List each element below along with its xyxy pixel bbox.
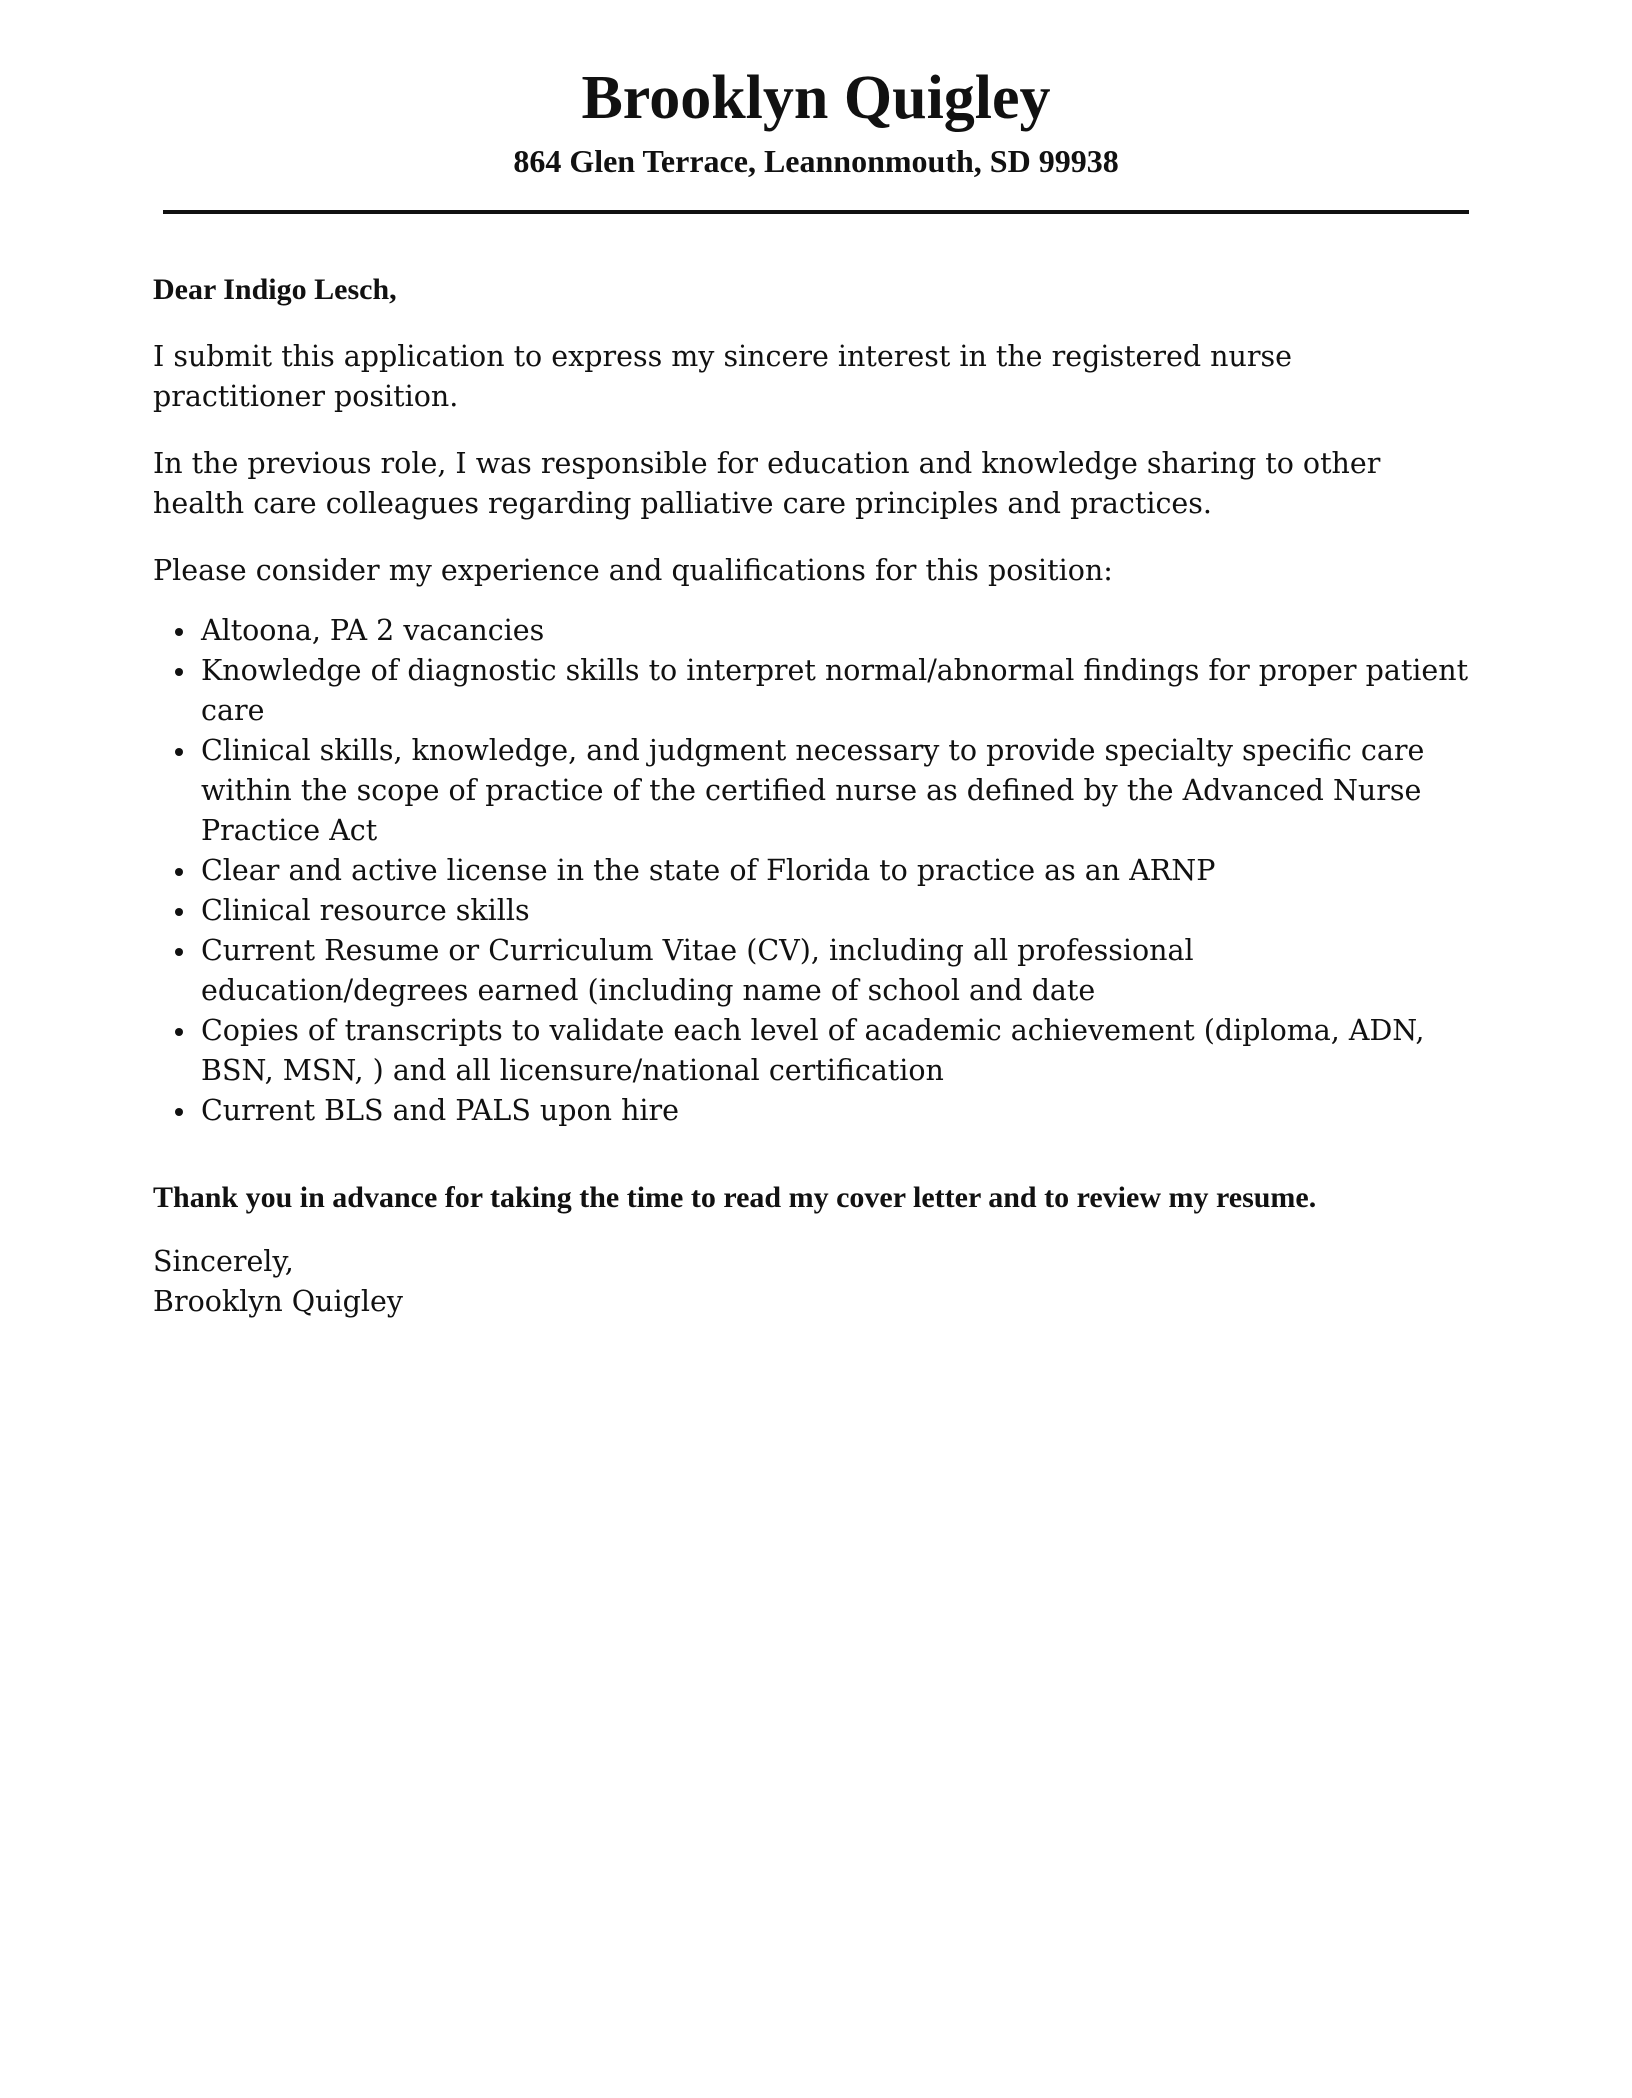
list-item-text: Altoona, PA 2 vacancies [201, 614, 545, 647]
qualifications-list [153, 611, 1469, 1131]
letter-body [153, 270, 1469, 1322]
bullet-icon [175, 1028, 183, 1036]
bullet-icon [175, 668, 183, 676]
bullet-icon [175, 1108, 183, 1116]
salutation: Dear Indigo Lesch, [153, 273, 397, 306]
bullet-icon [175, 908, 183, 916]
intro-paragraph: I submit this application to express my sincere interest in the registered nurse practitioner position. [153, 340, 1293, 413]
list-item [153, 931, 1469, 1011]
experience-paragraph: In the previous role, I was responsible for education and knowledge sharing to other health care colleagues regarding palliative care principles and practices. [153, 447, 1381, 520]
list-item-text: Copies of transcripts to validate each level of academic achievement (diploma, ADN, BSN, MSN, ) and all licensure/national certification [201, 1014, 1425, 1087]
list-item-text: Clinical resource skills [201, 894, 530, 927]
applicant-name: Brooklyn Quigley [581, 64, 1051, 132]
list-item-text: Knowledge of diagnostic skills to interpret normal/abnormal findings for proper patient care [201, 654, 1469, 727]
applicant-address: 864 Glen Terrace, Leannonmouth, SD 99938 [513, 143, 1119, 179]
list-item [153, 891, 1469, 931]
list-item [153, 1091, 1469, 1131]
bullet-icon [175, 748, 183, 756]
list-item [153, 611, 1469, 651]
closing-statement: Thank you in advance for taking the time to read my cover letter and to review my resume. [153, 1181, 1317, 1214]
qualifications-intro: Please consider my experience and qualifications for this position: [153, 554, 1113, 587]
list-item-text: Current Resume or Curriculum Vitae (CV), including all professional education/degrees earned (including name of school and date [201, 934, 1194, 1007]
list-item [153, 1011, 1469, 1091]
letter-header [163, 58, 1469, 179]
bullet-icon [175, 868, 183, 876]
list-item [153, 851, 1469, 891]
list-item-text: Current BLS and PALS upon hire [201, 1094, 680, 1127]
list-item-text: Clear and active license in the state of Florida to practice as an ARNP [201, 854, 1216, 887]
bullet-icon [175, 628, 183, 636]
list-item-text: Clinical skills, knowledge, and judgment necessary to provide specialty specific care within the scope of practice of the certified nurse as defined by the Advanced Nurse Practice Act [201, 734, 1425, 847]
signoff: Sincerely, [153, 1245, 294, 1278]
list-item [153, 651, 1469, 731]
signature-name: Brooklyn Quigley [153, 1285, 403, 1318]
bullet-icon [175, 948, 183, 956]
list-item [153, 731, 1469, 851]
header-divider [163, 210, 1469, 214]
